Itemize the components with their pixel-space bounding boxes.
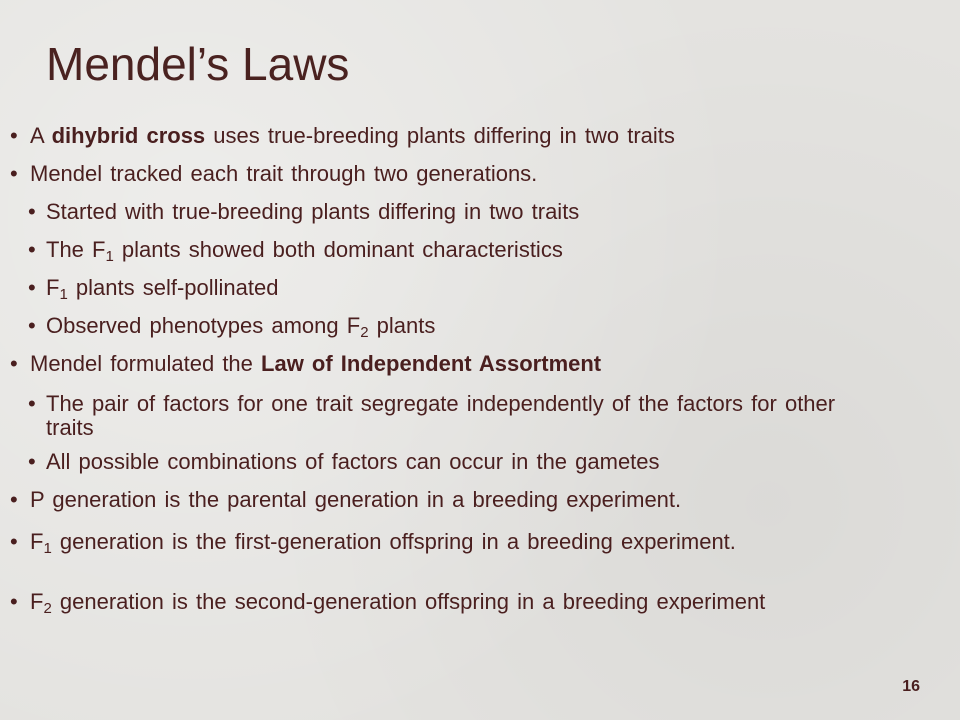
bullet-item — [10, 351, 920, 376]
bullet-dot: • — [28, 391, 36, 416]
bullet-item — [10, 589, 870, 617]
bullet-text: The F — [46, 237, 106, 262]
bullet-text: F — [30, 589, 44, 614]
bullet-dot: • — [10, 161, 18, 186]
subscript: 1 — [43, 540, 52, 557]
bullet-dot: • — [10, 529, 18, 554]
subscript: 2 — [360, 324, 369, 341]
subscript: 2 — [43, 600, 52, 617]
sub-bullet-item — [28, 199, 916, 224]
bullet-dot: • — [10, 123, 18, 148]
slide-title: Mendel’s Laws — [46, 38, 350, 90]
bullet-text: Mendel formulated the — [30, 351, 262, 376]
bullet-text: Observed phenotypes among F — [46, 313, 361, 338]
bullet-text: A — [30, 123, 52, 148]
bullet-dot: • — [28, 275, 36, 300]
sub-bullet-item — [28, 313, 916, 341]
bullet-item — [10, 487, 920, 512]
sub-bullet-item — [28, 237, 916, 265]
bullet-dot: • — [28, 237, 36, 262]
sub-bullet-item — [28, 275, 916, 303]
bullet-text: F — [30, 529, 44, 554]
bullet-dot: • — [10, 487, 18, 512]
bullet-text: F — [46, 275, 60, 300]
bullet-text: generation is the second-generation offspring in a breeding experiment — [51, 589, 766, 614]
bullet-dot: • — [10, 351, 18, 376]
bullet-text: All possible combinations of factors can occur in the gametes — [46, 449, 660, 474]
subscript: 1 — [105, 248, 114, 265]
bullet-text: plants self-pollinated — [67, 275, 279, 300]
sub-bullet-item — [28, 449, 916, 474]
bullet-dot: • — [10, 589, 18, 614]
subscript: 1 — [59, 286, 68, 303]
bullet-text: plants — [368, 313, 436, 338]
bullet-dot: • — [28, 313, 36, 338]
bold-term: dihybrid cross — [51, 123, 206, 148]
bullet-text: The pair of factors for one trait segregate independently of the factors for other traits — [46, 391, 836, 440]
bullet-text: uses true-breeding plants differing in two traits — [205, 123, 675, 148]
bold-term: Law of Independent Assortment — [261, 351, 602, 376]
bullet-item — [10, 161, 920, 186]
bullet-text: plants showed both dominant characteristics — [113, 237, 563, 262]
bullet-text: P generation is the parental generation in a breeding experiment. — [30, 487, 682, 512]
page-number: 16 — [902, 678, 920, 695]
sub-bullet-item — [28, 391, 846, 440]
bullet-item — [10, 123, 920, 148]
bullet-text: generation is the first-generation offspring in a breeding experiment. — [51, 529, 736, 554]
bullet-item — [10, 529, 830, 557]
bullet-dot: • — [28, 199, 36, 224]
bullet-text: Started with true-breeding plants differing in two traits — [46, 199, 580, 224]
bullet-dot: • — [28, 449, 36, 474]
bullet-text: Mendel tracked each trait through two generations. — [30, 161, 538, 186]
